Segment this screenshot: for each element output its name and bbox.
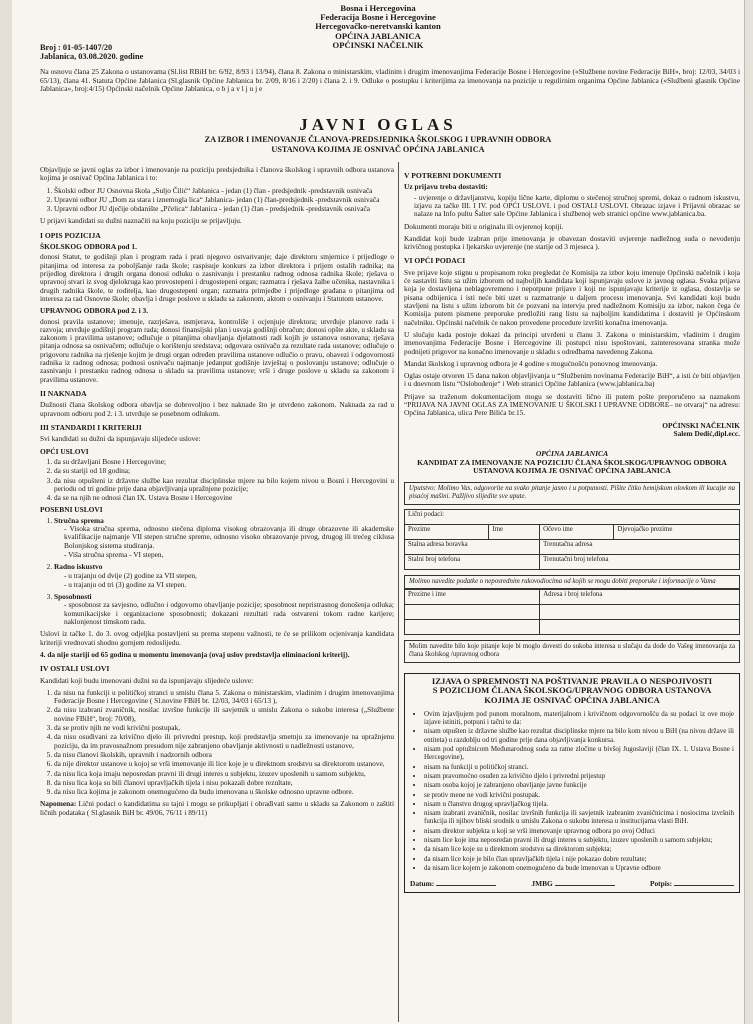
application-form-header [404,450,740,476]
section-heading-dokumenti: V POTREBNI DOKUMENTI [404,171,502,180]
other-condition-item: 3. da se protiv njih ne vodi krivični postupak, [54,724,394,732]
header-canton: Hercegovačko-neretvanski kanton [315,21,441,32]
subheading-special-conditions: POSEBNI USLOVI [40,505,103,515]
header-country: Bosna i Hercegovina [340,3,416,13]
document-page [12,0,744,1024]
subheading-management-board: UPRAVNOG ODBORA pod 2. i 3. [40,306,149,316]
announcement-paragraph: Objavljuje se javni oglas za izbor i imenovanje na poziciju predsjednika i članova školskog i upravnih odbora ustanova kojima je osnivač Općina Jablanica i to: [40,166,394,183]
position-item: 1. Školski odbor JU Osnovna škola „Suljo Čilić“ Jablanica - jedan (1) član - predsjednik -predstavnik osnivača [54,187,394,195]
declaration-item: • nisam u članstvu drugog upravljačkog tijela. [424,800,734,808]
reference-number: Broj : 01-05-1407/20 [40,43,113,52]
reference-date: Jablanica, 03.08.2020. godine [40,52,144,61]
declaration-item: • nisam lice koje ima neposredan pravni ili drugi interes u subjektu, izuzev uposlenih u samom subjektu; [424,836,734,844]
section-heading-standardi: III STANDARDI I KRITERIJI [40,422,142,432]
special-condition-item [54,593,394,626]
privacy-note [40,800,394,817]
declaration-item: • nisam pravomoćno osuđen za krivično djelo i privredni prijestup [424,772,734,780]
general-info-paragraph: Sve prijave koje stignu u propisanom roku pregledat će Komisija za izbor koju imenuje Općinski načelnik i koja će sastaviti listu sa užim izborom od najboljih kandidata koji ispunjavaju uslove iz javnog oglasa. Svaka prijava koja je dostavljena neblagovremeno i nepotpune prijave i koji ne ispunjavaju kriterije iz oglasa, dostavlja se pisana odbijenica i isti neće biti uzet u razmatranje u daljem procesu imenovanja. Svi kandidati koji budu stavljeni na listu s užim izborom bit će pozvani na intervju pred nadležnom Komisiju za izbor, nakon čega će Komisija putem pismene preporuke predložiti rang listu sa najboljim kandidatima i dostaviti je Općinskom načelniku. Općinski načelnik će nakon provedene procedure izvršiti konačna imenovanja. [404,267,740,327]
conflict-of-interest-box[interactable]: Molim navedite bilo koje pitanje koje bi moglo dovesti do sukoba interesa u slučaju da dođe do Vašeg imenovanja za člana školskog /upravnog odbora [404,640,740,663]
general-condition-item: 4. da se na njih ne odnosi član IX. Ustava Bosne i Hercegovine [54,494,394,502]
standards-intro: Svi kandidati su dužni da ispunjavaju slijedeće uslove: [40,434,201,444]
special-condition-subitem: - u trajanju od dvije (2) godine za VII stepen, [64,572,394,580]
declaration-signature-line [410,880,734,888]
declaration-box [404,673,740,893]
special-condition-item [54,563,394,589]
general-condition-item: 2. da su stariji od 18 godina; [54,467,394,475]
other-condition-item: 2. da nisu izabrani zvaničnik, nosilac izvršne funkcije ili savjetnik u smislu Zakona o sukobu interesa („Službene novine FBiH“, broj: 70/08), [54,706,394,723]
form-field-ime[interactable]: Ime [489,524,540,539]
declaration-item: • nisam na funkciji u političkoj stranci. [424,763,734,771]
references-cell[interactable] [540,619,740,634]
declaration-item: • nisam otpušten iz državne službe kao rezultat disciplinske mjere na bilo kom nivou u BiH (na nivou države ili entiteta) u razdoblju od tri godine prije dana objavljivanja konkursa. [424,727,734,744]
privacy-note-text: Lični podaci o kandidatima su tajni i mogu se prikupljati i obrađivati samo u skladu sa Zakonom o zaštiti ličnih podataka ( Sl.glasnik BiH br. 49/06, 76/11 i 89/11) [40,799,394,817]
special-condition-title: Radno iskustvo [54,562,103,572]
header-federation: Federacija Bosne i Hercegovine [320,12,436,23]
submission-paragraph: Prijave sa traženom dokumentacijom mogu se dostaviti lično ili putem pošte preporučeno sa naznakom “PRIJAVA NA JAVNI OGLAS ZA IMENOVANJE U ŠKOLSKI I UPRAVNE ODBORE– ne otvaraj“ na adresu: Općina Jablanica, ulica Pere Bilića br.15. [404,391,740,418]
other-condition-item: 7. da nisu lica koja imaju neposredan pravni ili drugi interes u subjektu, izuzev uposlenih u samom subjektu, [54,770,394,778]
compensation-paragraph: Dužnosti člana školskog odbora obavlja se dobrovoljno i bez naknade što je utvrđeno zakonom. Naknada za rad u upravnom odboru pod 2. i 3. utvrđuje se posebnom odlukom. [40,400,394,418]
declaration-title-line-2: S POZICIJOM ČLANA ŠKOLSKOG/UPRAVNOG ODBORA USTANOVA [432,685,712,696]
mandate-paragraph: Mandat školskog i upravnog odbora je 4 godine s mogućnošću ponovnog imenovanja. [404,358,658,368]
other-condition-item: 9. da nisu lica kojima je zakonom onemogućeno da budu imenovana u školske odnosno upravne odbore. [54,788,394,796]
section-heading-opci-podaci: VI OPĆI PODACI [404,256,466,266]
header-office: OPĆINSKI NAČELNIK [332,39,424,50]
position-item: 3. Upravni odbor JU dječije obdanište „Pčelica“ Jablanica - jedan (1) član - predsjednik -predstavnik osnivača [54,205,394,213]
form-field-prezime[interactable]: Prezime [405,524,489,539]
date-field[interactable] [410,880,496,888]
left-column [40,166,394,1016]
general-condition-item: 3. da nisu otpušteni iz državne službe kao rezultat disciplinske mjere na bilo kojem nivou u Bosni i Hercegovini u periodu od tri godine prije dana objavljivanja upražnjene pozicije; [54,477,394,494]
positions-list [40,187,394,214]
declaration-title-line-3: KOJIMA JE OSNIVAČ OPĆINA JABLANICA [484,695,660,706]
special-condition-subitem: - u trajanju od tri (3) godine za VI stepen. [64,581,394,589]
other-condition-item: 8. da nisu lica koja su bili članovi upravljačkih tijela i nisu pokazali dobre rezultate, [54,779,394,787]
other-condition-item: 6. da nije direktor ustanove u kojoj se vrši imenovanje ili lice koje je u direktnom srodstvu sa direktorom ustanove, [54,760,394,768]
documents-selected-note: Kandidat koji bude izabran prije imenovanja je obavezan dostaviti uvjerenje nadležnog suda o nevođenju krivičnog postupka i ljekarsko uvjerenje (ne starije od 3 mjeseca ). [404,233,740,252]
document-title: JAVNI OGLAS [299,115,457,134]
references-table [404,589,740,635]
other-conditions-intro: Kandidati koji budu imenovani dužni su da ispunjavaju slijedeće uslove: [40,675,254,685]
section-heading-opis: I OPIS POZICIJA [40,230,101,240]
jmbg-field[interactable] [531,880,614,888]
form-title-line-1: KANDIDAT ZA IMENOVANJE NA POZICIJU ČLANA ŠKOLSKOG/UPRAVNOG ODBORA [417,457,727,467]
form-field-trenutni-telefon[interactable]: Trenutačni broj telefona [540,554,740,569]
section-heading-naknada: II NAKNADA [40,388,87,398]
special-condition-subitem: - Viša stručna sprema - VI stepen, [64,551,394,559]
right-column [404,166,740,1016]
general-condition-item: 1. da su državljani Bosne i Hercegovine; [54,458,394,466]
other-condition-item: 4. da nisu osuđivani za krivično djelo ili privredni prestup, koji predstavlja smetnju za imenovanje na upražnjenu poziciju, da im pravosnažnom presudom nije zabranjeno obavljanje aktivnosti u nadležnosti ustanove, [54,733,394,750]
subtitle-line-1: ZA IZBOR I IMENOVANJE ČLANOVA-PREDSJEDNIKA ŠKOLSKOG I UPRAVNIH ODBORA [204,135,552,144]
complaint-paragraph: U slučaju kada postoje dokazi da principi utvrđeni u članu 3. Zakona o ministarskim, vladinim i drugim imenovanjima Federacije Bosne i Hercegovine ili postupci nisu ispoštovani, zainteresovana stranka može podnijeti prigovor na konačno imenovanje u skladu s određbama navedenog Zakona. [404,329,740,356]
section-heading-ostali: IV OSTALI USLOVI [40,664,110,674]
application-note: U prijavi kandidati su dužni naznačiti na koju poziciju se prijavljuju. [40,216,242,226]
column-divider [398,162,399,1022]
signature-field[interactable] [650,880,734,888]
subheading-documents: Uz prijavu treba dostaviti: [404,182,488,192]
document-subtitle [12,135,744,154]
header-municipality: OPĆINA JABLANICA [335,30,421,41]
special-condition-sublist [54,525,394,559]
declaration-title [410,677,734,706]
form-municipality: OPĆINA JABLANICA [535,449,609,459]
special-condition-title: Sposobnosti [54,592,92,602]
jmbg-underline [555,885,615,886]
subheading-general-conditions: OPĆI USLOVI [40,446,89,456]
declaration-list [410,710,734,872]
special-condition-sublist [54,601,394,626]
school-board-duties: donosi Statut, te godišnji plan i program rada i prati njegovo ostvarivanje; daje direktoru smjernice i prijedloge o pitanjima od interesa za poboljšanje rada škole; raspisuje konkurs za izbor direktora i prijem ostalih radnika; na prijedlog direktora i drugih organa donosi odluku o zasnivanju i prestanku radnog odnosa radnika škole; rješava o upravnoj stvari iz svog djelokruga kao provostepeni i drugostepeni organ; razmatra i rješava žalbe učenika, nastavnika i drugih radnika škole, te roditelja, kao drugostepeni organ; razmatra primjedbe i prijedloge građana o pitanjima od interesa za rad Osnovne škole; obavlja i druge poslove u skladu sa zakonom, aktom o osnivanju i Statutom ustanove. [40,252,394,303]
special-condition-subitem: - Visoka stručna sprema, odnosno stečena diploma visokog obrazovanja ili druge obrazovne ili akademske kvalifikacije najmanje VII stepen stručne spreme, odnosno visoko obrazovanje prvog, drugog ili trećeg ciklusa Bolonjskog sistema studiranja. [64,525,394,550]
form-field-djevojacko-prezime[interactable]: Djevojačko prezime [614,524,740,539]
declaration-item: • nisam pod optužnicom Međunarodnog suda za ratne zločine u bivšoj Jugoslaviji (član IX. 1. Ustava Bosne i Hercegovine), [424,745,734,762]
reference-block [40,43,143,61]
special-condition-subitem: - sposobnost za savjesno, odlučno i odgovorno obavljanje pozicije; sposobnost nepristrasnog donošenja odluka; komunikacijske i organizacione sposobnosti; dokazani rezultati rada ostvareni tokom radne karijere; naklonjenost timskom radu. [64,601,394,626]
subtitle-line-2: USTANOVA KOJIMA JE OSNIVAČ OPĆINA JABLANICA [271,144,485,154]
declaration-item: • Ovim izjavljujem pod punom moralnom, materijalnom i krivičnom odgovornošću da su podaci iz ove moje izjave istiniti, potpuni i tačni te da: [424,710,734,727]
special-condition-sublist [54,572,394,590]
declaration-title-line-1: IZJAVA O SPREMNOSTI NA POŠTIVANJE PRAVILA O NESPOJIVOSTI [431,675,713,686]
other-conditions-list [40,689,394,797]
references-col-address: Adresa i broj telefona [540,589,740,604]
date-underline [436,885,496,886]
personal-data-table [404,509,740,570]
special-condition-item [54,517,394,559]
other-condition-item: 5. da nisu članovi školskih, upravnih i nadzornih odbora [54,751,394,759]
references-cell[interactable] [405,604,540,619]
privacy-note-label: Napomena: [40,799,77,809]
form-field-stalna-adresa[interactable]: Stalna adresa boravka [405,539,540,554]
publication-paragraph: Oglas ostaje otvoren 15 dana nakon objavljivanja u “Službenim novinama Federacije BiH“, a isti će biti objavljen i u dnevnom listu “Oslobođenje“ i Web stranici Općine Jablanica (www.jablanica.ba) [404,371,740,389]
declaration-item: • nisam osoba kojoj je zabranjeno obavljanje javne funkcije [424,781,734,789]
jmbg-label: JMBG [531,879,553,889]
signer-title: OPĆINSKI NAČELNIK [662,420,740,430]
intro-paragraph: Na osnovu člana 25 Zakona o ustanovama (Sl.list RBiH br: 6/92, 8/93 i 13/94), člana 8. Zakona o ministarskim, vladinim i drugim imenovanjima Federacije Bosne i Hercegovine («Službene novine Federacije BiH», broj: 12/03, 34/03 i 65/13), člana 41. Statuta Općine Jablanica (Sl.glasnik Općine Jablanica br. 2/09, 8/16 i 2/20) i člana 2. i 9. Odluke o postupku i kriterijima za imenovanja na pozicije u regulirnim organima Općine Jablanica («Službeni glasnik Općine Jablanica», broj:4/15) Općinski načelnik Općine Jablanica, o b j a v l j u j e [40,67,740,94]
age-criterion: 4. da nije stariji od 65 godina u momentu imenovanja (ovaj uslov predstavlja eliminacioni kriterij). [40,649,350,659]
declaration-item: • nisam direktor subjekta u koji se vrši imenovanje upravnog odbora po ovoj Odluci [424,827,734,835]
subheading-school-board: ŠKOLSKOG ODBORA pod 1. [40,242,137,252]
documents-list [404,194,740,219]
documents-original-note: Dokumenti moraju biti u originalu ili ovjerenoj kopiji. [404,221,564,231]
declaration-item: • nisam izabrani zvaničnik, nosilac izvršnih funkcija ili savjetnik izabranim zvaničnicima i nosiocima izvršnih funkcija ili njihov bliski srodnik u smislu Zakona o sukobu interesa u institucijama vlasti BiH. [424,809,734,826]
declaration-item: • da nisam lice kojem je zakonom onemogućeno da bude imenovan u Upravne odbore [424,864,734,872]
declaration-item: • da nisam lice koje su u direktnom srodstvu sa direktorom subjekta; [424,845,734,853]
signer-name: Salem Dedić,dipl.ecc. [673,428,740,438]
date-label: Datum: [410,879,435,889]
scan-edge-right [744,0,753,1024]
special-conditions-list [40,517,394,627]
management-board-duties: donosi pravila ustanove; imenuje, razrješava, usmjerava, kontroliše i ocjenjuje direktora; utvrđuje planove rada i razvoja; utvrđuje godišnji program rada; donosi finansijski plan i usvaja godišnji obračun; donosi opšte akte, u skladu sa zakonom i pravilima ustanove; odlučuje o pitanjima obavljanja djelatnosti radi kojih je ustanova osnovana; rješava pitanja odnosa sa osnivačem; odlučuje o korištenju sredstava; odgovara osnivaču za rezultate rada ustanove; odlučuje o prigovoru radnika na rješenje kojim je drugi organ određen pravilima ustanove odlučio o pravu, obavezi i odgovornosti radnika iz radnog odnosa; podnosi osnivaču najmanje jedanput godišnje izvještaj o poslovanju ustanove; odlučuje o zasnivanju i prestanku radnog odnosa u skladu sa pravilima ustanove; vrši i druge poslove u skladu sa zakonom i pravilima ustanove. [40,316,394,384]
criteria-order-note: Uslovi iz tačke 1. do 3. ovog odjeljka postavljeni su prema stepenu važnosti, te će se prilikom ocjenivanja kandidata kriteriji vrednovati shodno gornjem redoslijedu. [40,629,394,647]
form-field-stalni-telefon[interactable]: Stalni broj telefona [405,554,540,569]
form-field-trenutna-adresa[interactable]: Trenutačna adresa [540,539,740,554]
references-cell[interactable] [405,619,540,634]
form-instructions: Uputstvo: Molimo Vas, odgovorite na svako pitanje jasno i u potpunosti. Pišite čitko hemijskom olovkom ili kucajte na pisaćoj mašini. Pažljivo slijedite sve upute. [404,482,740,505]
personal-data-label: Lični podaci: [405,509,740,524]
declaration-item: • se protiv mene ne vodi krivični postupak. [424,791,734,799]
references-col-name: Prezime i ime [405,589,540,604]
references-instructions: Molimo navedite podatke o neposrednim rukovodiocima od kojih se mogu dobiti preporuke i informacije o Vama [404,575,740,589]
references-cell[interactable] [540,604,740,619]
special-condition-title: Stručna sprema [54,515,104,525]
form-title-line-2: USTANOVA KOJIMA JE OSNIVAČ OPĆINA JABLANICA [473,466,671,476]
signature-label: Potpis: [649,879,673,889]
general-conditions-list [40,458,394,502]
position-item: 2. Upravni odbor JU „Dom za stara i iznemogla lica“ Jablanica- jedan (1) član-predsjednik -predstavnik osnivača [54,196,394,204]
signature-underline [674,885,734,886]
documents-item: - uvjerenje o državljanstvu, kopiju lične karte, diplomu o stečenoj stručnoj spremi, dokaz o radnom iskustvu, izjavu za tačke III. I IV. pod OPĆI USLOVI. i pod OSTALI USLOVI. Obrazac izjave i Prijavni obrazac se nalaze na Info pultu Šalter sale Općine Jablanica i službenoj web stranici općine www.jablanica.ba. [414,194,740,219]
form-field-ocevo-ime[interactable]: Očevo ime [540,524,614,539]
declaration-item: • da nisam lice koje je bilo član upravljačkih tijela i nije pokazao dobre rezultate; [424,855,734,863]
other-condition-item: 1. da nisu na funkciji u političkoj stranci u smislu člana 5. Zakona o ministarskim, vladinim i drugim imenovanjima Federacije Bosne i Hercegovine ( Sl.novine FBiH br. 12/03, 34/03 i 65/13 ), [54,689,394,706]
